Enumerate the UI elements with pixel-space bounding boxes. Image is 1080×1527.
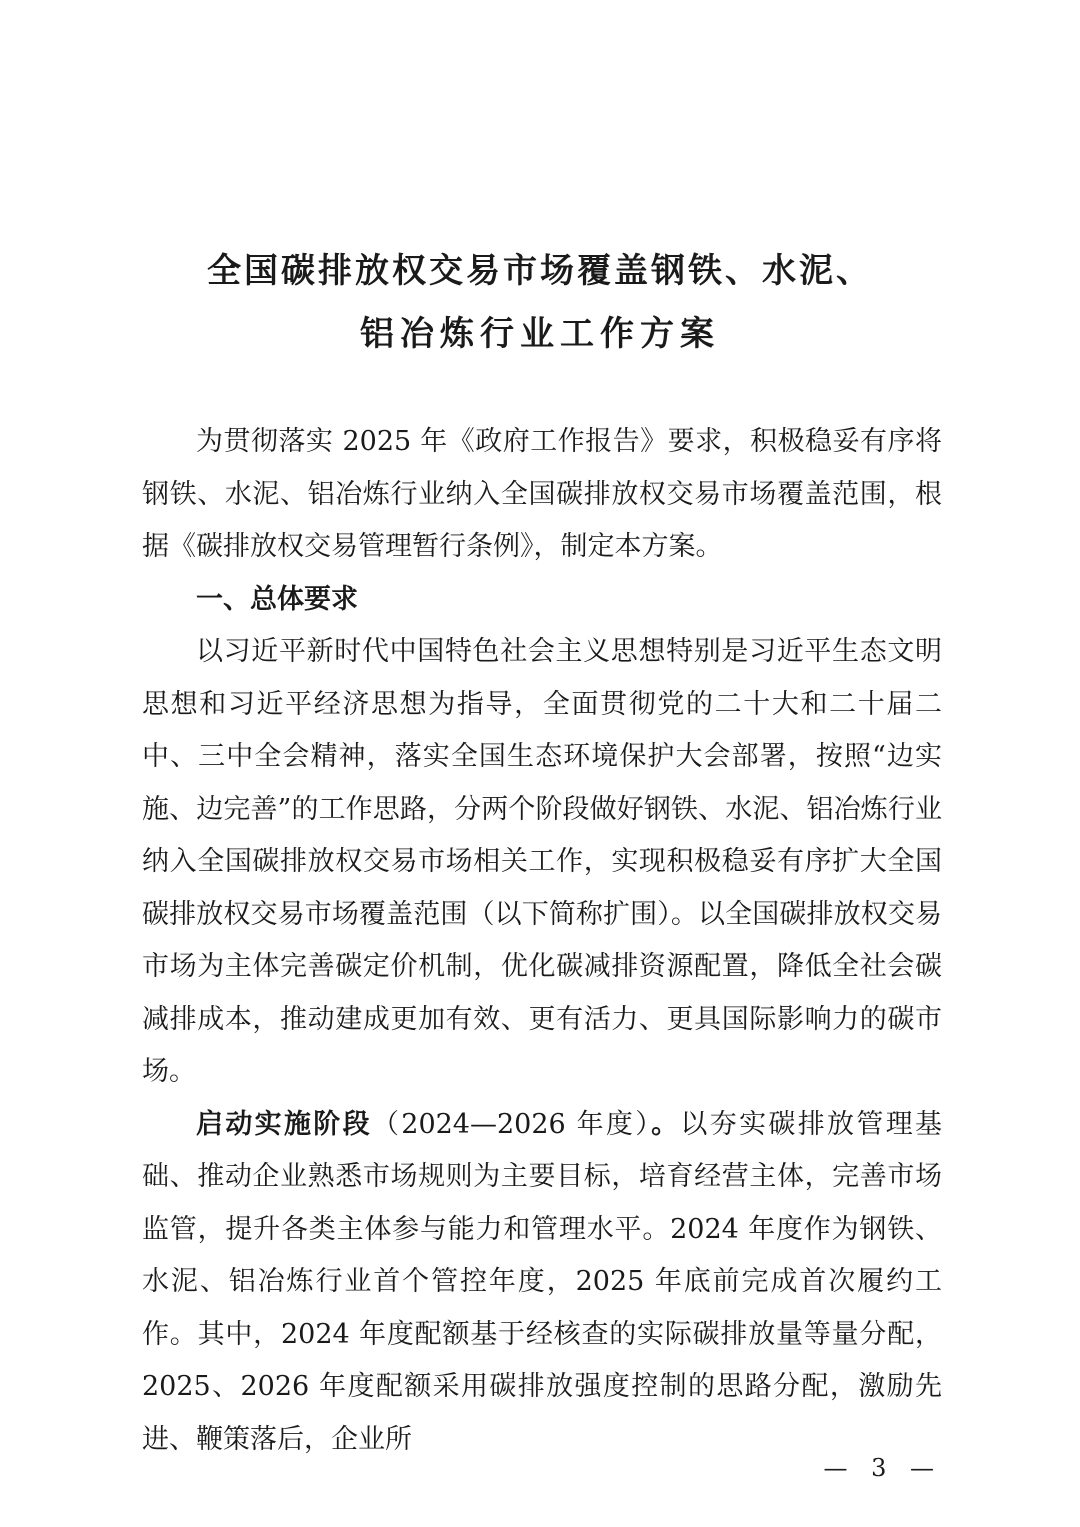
stage-1-period: （2024—2026 年度） [371,1108,652,1140]
stage-1-label: 启动实施阶段 [196,1108,372,1140]
stage-1-paragraph [142,1099,942,1467]
overall-requirements-paragraph: 以习近平新时代中国特色社会主义思想特别是习近平生态文明思想和习近平经济思想为指导，全面贯彻党的二十大和二十届二中、三中全会精神，落实全国生态环境保护大会部署，按照“边实施、边完善”的工作思路，分两个阶段做好钢铁、水泥、铝冶炼行业纳入全国碳排放权交易市场相关工作，实现积极稳妥有序扩大全国碳排放权交易市场覆盖范围（以下简称扩围）。以全国碳排放权交易市场为主体完善碳定价机制，优化碳减排资源配置，降低全社会碳减排成本，推动建成更加有效、更有活力、更具国际影响力的碳市场。 [142,636,942,1087]
document-title-line-1: 全国碳排放权交易市场覆盖钢铁、水泥、 [207,251,873,291]
page-number: — 3 — [823,1454,942,1482]
intro-paragraph: 为贯彻落实 2025 年《政府工作报告》要求，积极稳妥有序将钢铁、水泥、铝冶炼行业纳入全国碳排放权交易市场覆盖范围，根据《碳排放权交易管理暂行条例》，制定本方案。 [142,426,942,562]
document-body [142,416,942,1466]
stage-1-body: 以夯实碳排放管理基础、推动企业熟悉市场规则为主要目标，培育经营主体，完善市场监管，提升各类主体参与能力和管理水平。2024 年度作为钢铁、水泥、铝冶炼行业首个管控年度，2025 年底前完成首次履约工作。其中，2024 年度配额基于经核查的实际碳排放量等量分配，2025、2026 年度配额采用碳排放强度控制的思路分配，激励先进、鞭策落后，企业所 [142,1108,943,1455]
stage-1-period-end: 。 [651,1108,681,1140]
section-heading-overall-requirements: 一、总体要求 [196,583,358,615]
document-title-line-2: 铝冶炼行业工作方案 [360,314,720,354]
